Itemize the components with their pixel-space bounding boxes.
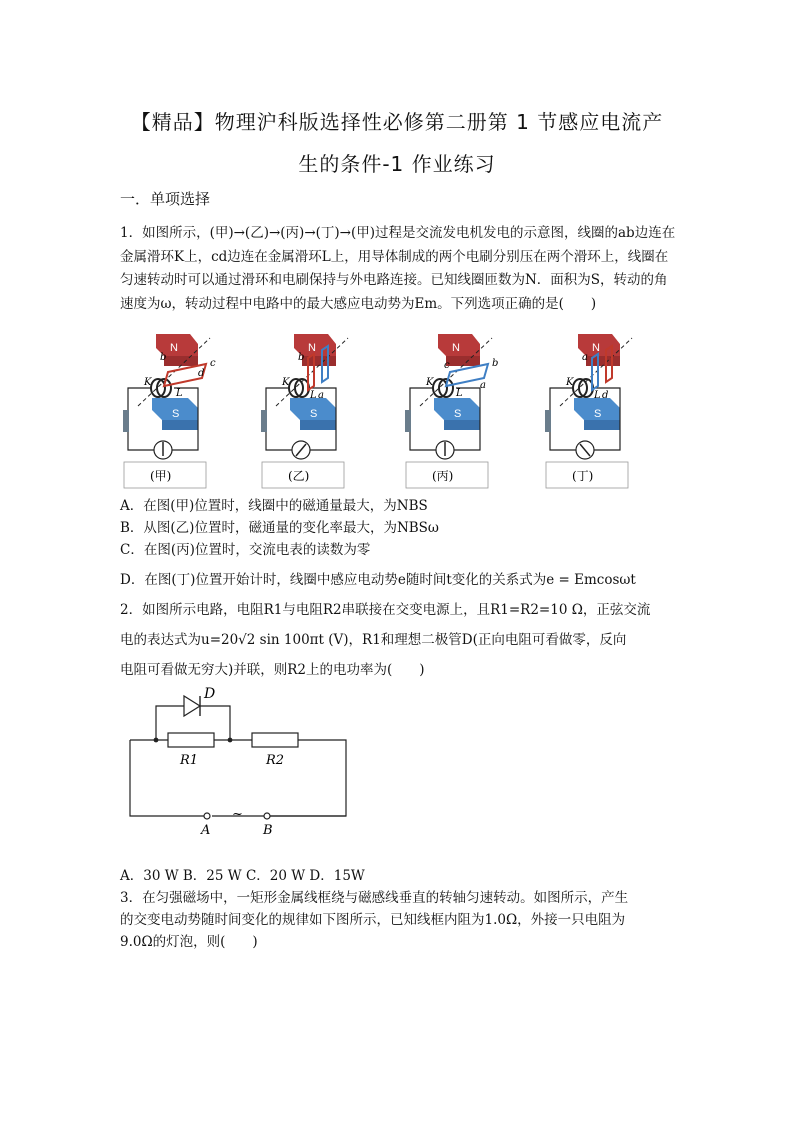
q3-line-3: 9.0Ω的灯泡，则( ) xyxy=(120,934,258,950)
section-heading: 一．单项选择 xyxy=(120,190,211,208)
caption-yi: (乙) xyxy=(288,469,310,483)
label-A: A xyxy=(201,823,211,838)
label-N: N xyxy=(308,342,316,354)
label-L: L xyxy=(594,390,601,401)
label-tilde: ~ xyxy=(232,807,243,822)
label-L: L xyxy=(310,390,317,401)
figure-ding xyxy=(545,334,632,488)
label-B: B xyxy=(263,823,273,838)
q1-generator-figures xyxy=(118,328,678,490)
label-K: K xyxy=(282,377,290,388)
label-a: a xyxy=(318,390,324,401)
label-K: K xyxy=(144,377,152,388)
figure-yi xyxy=(261,334,348,488)
label-S: S xyxy=(454,408,462,420)
label-L: L xyxy=(456,388,463,399)
label-R2: R2 xyxy=(266,753,285,768)
q1-option-b: B．从图(乙)位置时，磁通量的变化率最大，为NBSω xyxy=(120,520,439,536)
q1-option-d: D．在图(丁)位置开始计时，线圈中感应电动势e随时间t变化的关系式为e = Emcosωt xyxy=(120,572,636,588)
label-d: d xyxy=(198,368,205,379)
q3-line-2: 的交变电动势随时间变化的规律如下图所示，已知线框内阻为1.0Ω，外接一只电阻为 xyxy=(120,912,626,928)
label-K: K xyxy=(426,377,434,388)
diode-symbol xyxy=(184,696,200,716)
resistor-r1 xyxy=(168,733,214,747)
label-L: L xyxy=(176,388,183,399)
label-c: c xyxy=(210,358,216,369)
label-R1: R1 xyxy=(180,753,199,768)
label-N: N xyxy=(170,342,178,354)
caption-ding: (丁) xyxy=(572,469,594,483)
label-D: D xyxy=(204,686,216,702)
label-a: a xyxy=(582,352,588,363)
label-a: a xyxy=(480,380,486,391)
label-b: b xyxy=(160,352,167,363)
label-b: b xyxy=(492,358,499,369)
label-N: N xyxy=(452,342,460,354)
figure-jia xyxy=(123,334,216,488)
label-S: S xyxy=(594,408,602,420)
title-line-2: 生的条件-1 作业练习 xyxy=(298,152,496,176)
label-N: N xyxy=(592,342,600,354)
title-line-1: 【精品】物理沪科版选择性必修第二册第 1 节感应电流产 xyxy=(130,110,664,134)
label-S: S xyxy=(172,408,180,420)
q2-line-2: 电的表达式为u=20√2 sin 100πt (V)，R1和理想二极管D(正向电阻可看做零，反向 xyxy=(120,632,627,648)
label-b: b xyxy=(298,352,305,363)
q3-line-1: 3．在匀强磁场中，一矩形金属线框绕与磁感线垂直的转轴匀速转动。如图所示，产生 xyxy=(120,890,629,906)
label-S: S xyxy=(310,408,318,420)
q1-option-c: C．在图(丙)位置时，交流电表的读数为零 xyxy=(120,542,371,558)
q2-line-1: 2．如图所示电路，电阻R1与电阻R2串联接在交变电源上，且R1=R2=10 Ω，正弦交流 xyxy=(120,602,651,618)
q1-option-a: A．在图(甲)位置时，线圈中的磁通量最大，为NBS xyxy=(120,498,428,514)
q2-options: A．30 W B．25 W C．20 W D．15W xyxy=(120,868,365,884)
resistor-r2 xyxy=(252,733,298,747)
q2-circuit-diagram xyxy=(126,684,352,840)
label-d: d xyxy=(602,390,609,401)
label-K: K xyxy=(566,377,574,388)
figure-bing xyxy=(405,334,498,488)
caption-jia: (甲) xyxy=(150,469,172,483)
question-1-text: 1．如图所示，(甲)→(乙)→(丙)→(丁)→(甲)过程是交流发电机发电的示意图，线圈的ab边连在金属滑环K上，cd边连在金属滑环L上，用导体制成的两个电刷分别压在两个滑环上，线圈在匀速转动时可以通过滑环和电刷保持与外电路连接。已知线圈匝数为N．面积为S，转动的角速度为ω，转动过程中电路中的最大感应电动势为Em。下列选项正确的是( ) xyxy=(120,225,676,312)
label-c: c xyxy=(444,360,450,371)
caption-bing: (丙) xyxy=(432,469,454,483)
q2-line-3: 电阻可看做无穷大)并联，则R2上的电功率为( ) xyxy=(120,662,425,678)
